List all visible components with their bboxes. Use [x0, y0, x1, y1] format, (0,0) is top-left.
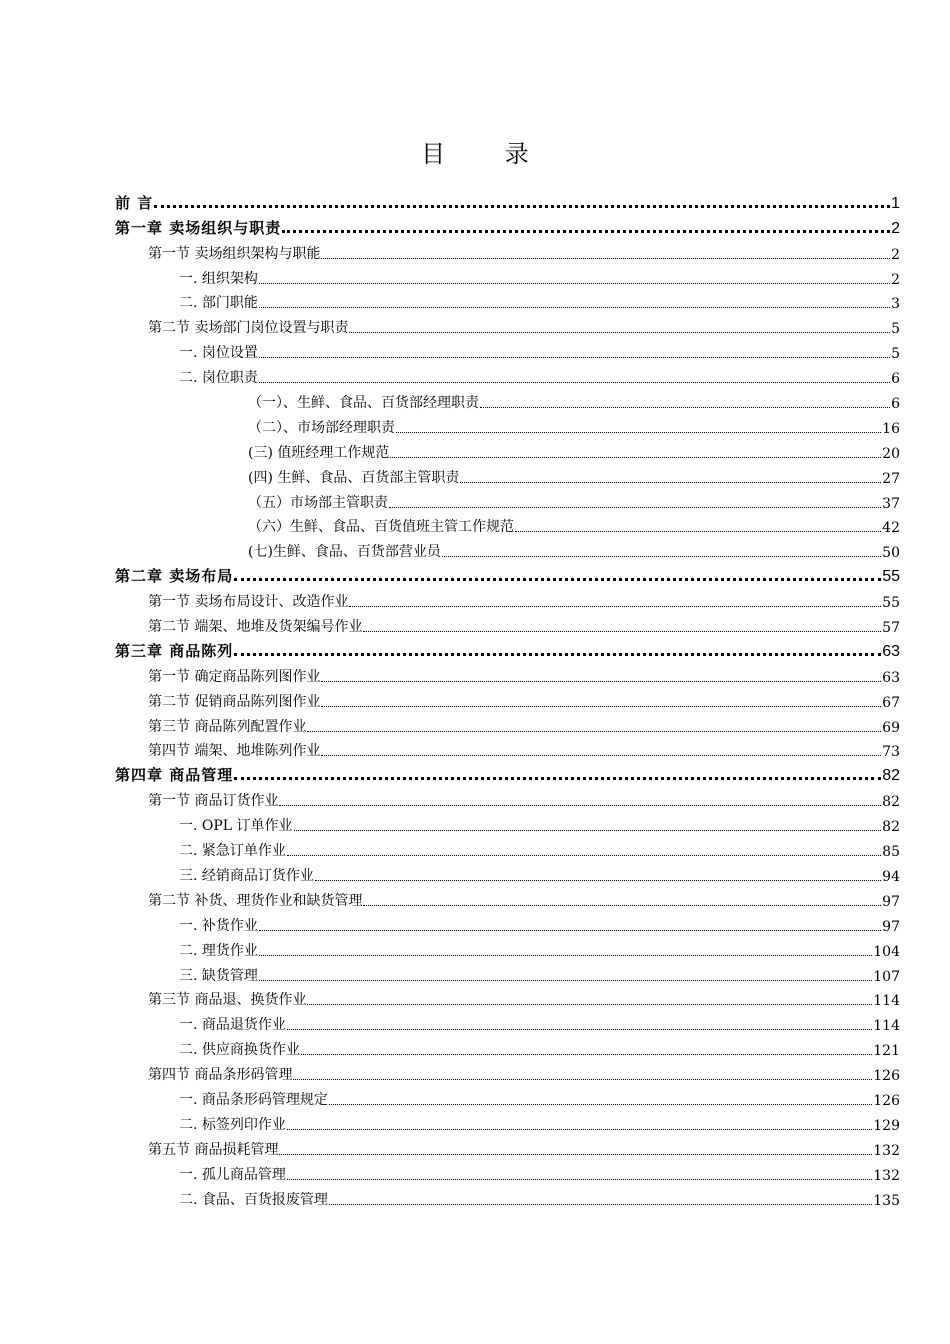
dot-leader	[234, 653, 881, 656]
toc-page-number: 135	[873, 1192, 900, 1209]
toc-sub-row[interactable]	[115, 1084, 900, 1109]
dot-leader	[307, 731, 881, 732]
dot-leader	[329, 1204, 872, 1205]
toc-page-number: 55	[882, 568, 900, 586]
toc-entry-label: (四) 生鲜、食品、百货部主管职责	[248, 469, 460, 486]
dot-leader	[349, 332, 890, 333]
toc-entry-label: 第二节 端架、地堆及货架编号作业	[148, 619, 363, 636]
toc-page-number: 5	[891, 346, 900, 363]
dot-leader	[460, 482, 881, 483]
dot-leader	[287, 1129, 872, 1130]
toc-page-number: 1	[891, 194, 900, 212]
toc-page-number: 63	[882, 642, 900, 660]
toc-entry-label: 前 言	[115, 193, 154, 212]
toc-page-number: 3	[891, 296, 900, 313]
toc-entry-label: 第三节 商品陈列配置作业	[148, 718, 307, 735]
toc-page-number: 20	[882, 445, 900, 462]
dot-leader	[294, 830, 882, 831]
toc-section-row[interactable]	[115, 312, 900, 337]
dot-leader	[321, 681, 881, 682]
toc-page-number: 5	[891, 321, 900, 338]
dot-leader	[287, 1179, 872, 1180]
toc-page-number: 132	[873, 1167, 900, 1184]
dot-leader	[307, 1004, 872, 1005]
dot-leader	[349, 606, 881, 607]
toc-item-row[interactable]	[115, 462, 900, 487]
dot-leader	[234, 777, 881, 780]
toc-page-number: 2	[891, 219, 900, 237]
toc-entry-label: 第四节 商品条形码管理	[148, 1067, 293, 1084]
dot-leader	[515, 531, 881, 532]
toc-entry-label: 三. 经销商品订货作业	[179, 867, 314, 884]
toc-page-number: 114	[873, 993, 900, 1010]
toc-page-number: 104	[873, 943, 900, 960]
dot-leader	[389, 507, 881, 508]
toc-section-row[interactable]	[115, 785, 900, 810]
toc-sub-row[interactable]	[115, 337, 900, 362]
toc-entry-label: 第三节 商品退、换货作业	[148, 992, 307, 1009]
toc-entry-label: （二）、市场部经理职责	[248, 419, 395, 436]
toc-entry-label: 第一节 商品订货作业	[148, 793, 279, 810]
toc-section-row[interactable]	[115, 661, 900, 686]
toc-section-row[interactable]	[115, 686, 900, 711]
dot-leader	[259, 283, 890, 284]
toc-page-number: 126	[873, 1092, 900, 1109]
toc-page-number: 97	[882, 893, 900, 910]
toc-sub-row[interactable]	[115, 1009, 900, 1034]
toc-page-number: 2	[891, 246, 900, 263]
dot-leader	[321, 755, 881, 756]
toc-page-number: 42	[882, 520, 900, 537]
dot-leader	[259, 382, 890, 383]
toc-entry-label: (七)生鲜、食品、百货部营业员	[248, 544, 441, 561]
toc-entry-label: (三) 值班经理工作规范	[248, 444, 390, 461]
dot-leader	[321, 706, 881, 707]
toc-page-number: 97	[882, 918, 900, 935]
toc-page-number: 55	[882, 595, 900, 612]
table-of-contents	[115, 188, 900, 1209]
toc-title: 目 录	[421, 140, 555, 168]
dot-leader	[282, 230, 890, 233]
toc-page-number: 57	[882, 620, 900, 637]
dot-leader	[287, 855, 881, 856]
toc-page-number: 73	[882, 744, 900, 761]
toc-page-number: 37	[882, 495, 900, 512]
toc-page-number: 6	[891, 396, 900, 413]
dot-leader	[287, 1029, 872, 1030]
toc-page-number: 107	[873, 968, 900, 985]
toc-sub-row[interactable]	[115, 1034, 900, 1059]
toc-entry-label: 三. 缺货管理	[179, 967, 258, 984]
dot-leader	[480, 407, 890, 408]
dot-leader	[301, 1054, 872, 1055]
toc-entry-label: 第二节 补货、理货作业和缺货管理	[148, 892, 363, 909]
toc-section-row[interactable]	[115, 1134, 900, 1159]
dot-leader	[442, 556, 881, 557]
dot-leader	[363, 631, 881, 632]
toc-page-number: 94	[882, 868, 900, 885]
toc-page-number: 114	[873, 1018, 900, 1035]
dot-leader	[329, 1104, 872, 1105]
toc-page-number: 67	[882, 694, 900, 711]
toc-page-number: 132	[873, 1142, 900, 1159]
toc-page-number: 63	[882, 669, 900, 686]
toc-section-row[interactable]	[115, 736, 900, 761]
dot-leader	[259, 955, 872, 956]
toc-sub-row[interactable]	[115, 860, 900, 885]
toc-entry-label: 二. 理货作业	[179, 942, 258, 959]
toc-sub-row[interactable]	[115, 810, 900, 835]
toc-entry-label: 二. 岗位职责	[179, 370, 258, 387]
toc-chapter-row[interactable]	[115, 636, 900, 661]
toc-section-row[interactable]	[115, 1059, 900, 1084]
toc-page-number: 2	[891, 271, 900, 288]
toc-sub-row[interactable]	[115, 362, 900, 387]
toc-item-row[interactable]	[115, 536, 900, 561]
toc-page-number: 50	[882, 545, 900, 562]
toc-sub-row[interactable]	[115, 288, 900, 313]
dot-leader	[293, 1079, 872, 1080]
toc-entry-label: 一. 补货作业	[179, 917, 258, 934]
toc-section-row[interactable]	[115, 611, 900, 636]
toc-item-row[interactable]	[115, 512, 900, 537]
dot-leader	[259, 980, 872, 981]
toc-page-number: 82	[882, 819, 900, 836]
toc-sub-row[interactable]	[115, 1159, 900, 1184]
toc-page-number: 85	[882, 844, 900, 861]
toc-item-row[interactable]	[115, 387, 900, 412]
toc-chapter-row[interactable]	[115, 188, 900, 213]
toc-page-number: 129	[873, 1117, 900, 1134]
toc-page-number: 69	[882, 719, 900, 736]
toc-item-row[interactable]	[115, 437, 900, 462]
toc-section-row[interactable]	[115, 586, 900, 611]
dot-leader	[259, 307, 890, 308]
toc-chapter-row[interactable]	[115, 561, 900, 586]
toc-entry-label: 第四章 商品管理	[115, 766, 234, 785]
toc-item-row[interactable]	[115, 487, 900, 512]
toc-entry-label: 二. 食品、百货报废管理	[179, 1191, 328, 1208]
toc-entry-label: 二. 供应商换货作业	[179, 1042, 300, 1059]
dot-leader	[279, 1154, 872, 1155]
toc-page-number: 126	[873, 1068, 900, 1085]
toc-sub-row[interactable]	[115, 1109, 900, 1134]
toc-entry-label: 一. 商品退货作业	[179, 1017, 286, 1034]
dot-leader	[259, 357, 890, 358]
toc-page-number: 82	[882, 767, 900, 785]
toc-entry-label: 二. 紧急订单作业	[179, 843, 286, 860]
dot-leader	[234, 578, 881, 581]
toc-entry-label: 一. 孤儿商品管理	[179, 1166, 286, 1183]
toc-sub-row[interactable]	[115, 263, 900, 288]
dot-leader	[154, 205, 890, 208]
toc-entry-label: 第二节 卖场部门岗位设置与职责	[148, 320, 349, 337]
toc-page-number: 16	[882, 420, 900, 437]
toc-entry-label: 二. 标签列印作业	[179, 1116, 286, 1133]
toc-page-number: 6	[891, 371, 900, 388]
toc-section-row[interactable]	[115, 711, 900, 736]
toc-section-row[interactable]	[115, 238, 900, 263]
toc-chapter-row[interactable]	[115, 760, 900, 785]
toc-item-row[interactable]	[115, 412, 900, 437]
toc-entry-label: 一. OPL 订单作业	[179, 818, 293, 835]
toc-sub-row[interactable]	[115, 910, 900, 935]
toc-entry-label: 第五节 商品损耗管理	[148, 1141, 279, 1158]
toc-entry-label: 第二章 卖场布局	[115, 567, 234, 586]
toc-entry-label: 一. 岗位设置	[179, 345, 258, 362]
toc-entry-label: 一. 商品条形码管理规定	[179, 1091, 328, 1108]
toc-entry-label: 二. 部门职能	[179, 295, 258, 312]
toc-entry-label: 第二节 促销商品陈列图作业	[148, 693, 321, 710]
toc-sub-row[interactable]	[115, 1184, 900, 1209]
toc-entry-label: 第一章 卖场组织与职责	[115, 218, 282, 237]
toc-sub-row[interactable]	[115, 960, 900, 985]
toc-entry-label: （五）市场部主管职责	[248, 494, 388, 511]
toc-chapter-row[interactable]	[115, 213, 900, 238]
toc-page-number: 121	[873, 1043, 900, 1060]
dot-leader	[315, 880, 881, 881]
toc-section-row[interactable]	[115, 885, 900, 910]
toc-page-number: 27	[882, 470, 900, 487]
toc-entry-label: 第一节 确定商品陈列图作业	[148, 668, 321, 685]
toc-entry-label: （一）、生鲜、食品、百货部经理职责	[248, 395, 479, 412]
dot-leader	[259, 930, 881, 931]
dot-leader	[363, 905, 881, 906]
dot-leader	[390, 457, 881, 458]
toc-entry-label: （六）生鲜、食品、百货值班主管工作规范	[248, 519, 514, 536]
toc-sub-row[interactable]	[115, 935, 900, 960]
toc-sub-row[interactable]	[115, 835, 900, 860]
dot-leader	[279, 805, 881, 806]
toc-page-number: 82	[882, 794, 900, 811]
toc-entry-label: 第三章 商品陈列	[115, 641, 234, 660]
dot-leader	[321, 258, 890, 259]
dot-leader	[396, 432, 881, 433]
toc-entry-label: 第一节 卖场布局设计、改造作业	[148, 594, 349, 611]
toc-entry-label: 第一节 卖场组织架构与职能	[148, 245, 321, 262]
toc-section-row[interactable]	[115, 985, 900, 1010]
toc-entry-label: 第四节 端架、地堆陈列作业	[148, 743, 321, 760]
toc-entry-label: 一. 组织架构	[179, 270, 258, 287]
